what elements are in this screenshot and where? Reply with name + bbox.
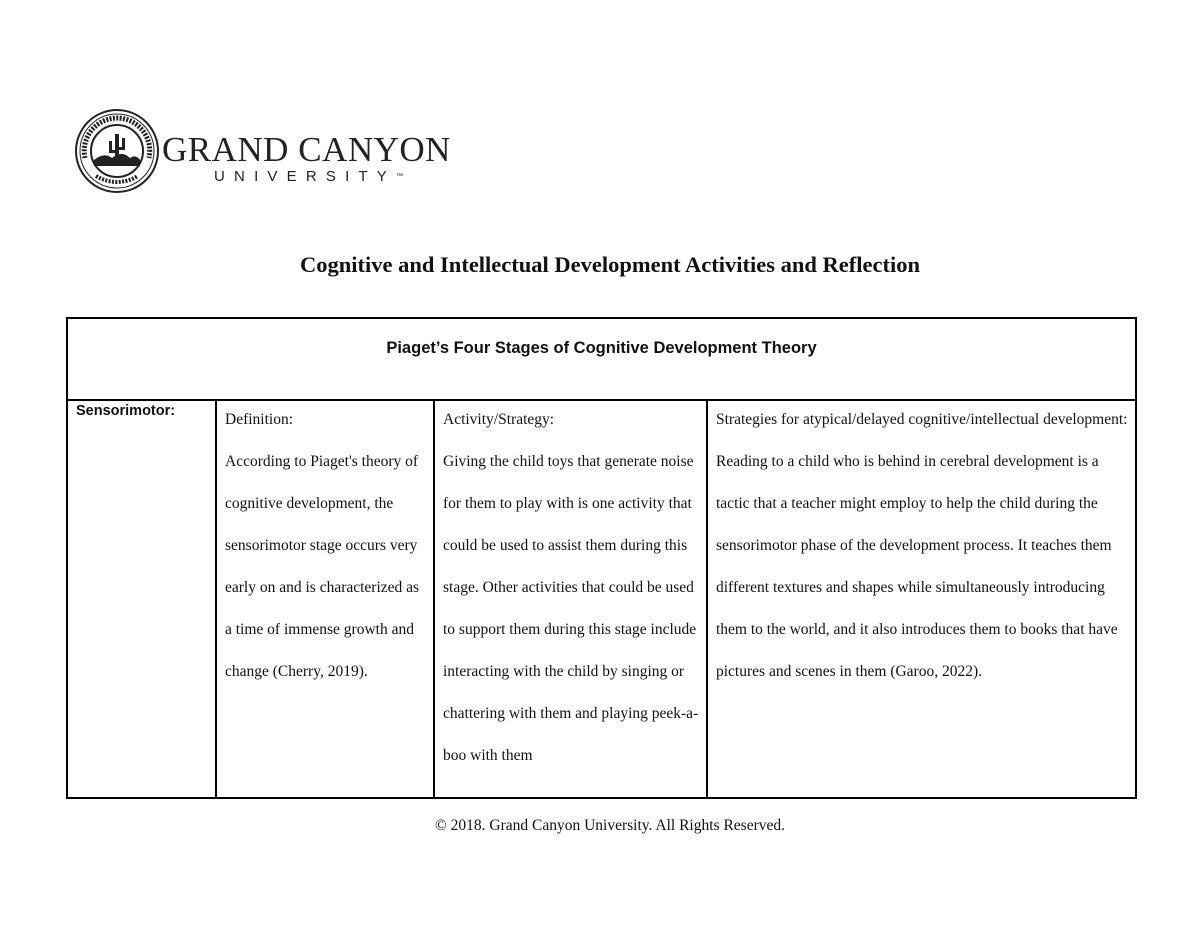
stages-table — [66, 317, 1137, 799]
copyright-footer: © 2018. Grand Canyon University. All Rights Reserved. — [434, 817, 785, 834]
activity-cell — [435, 399, 706, 797]
atypical-text: Reading to a child who is behind in cerebral development is a tactic that a teacher might employ to help the child during the sensorimotor phase of the development process. It teaches them different textures and shapes while simultaneously introducing them to the world, and it also introduces them to books that have pictures and scenes in them (Garoo, 2022). — [716, 453, 1118, 680]
wordmark-university: UNIVERSITY — [214, 168, 397, 185]
stage-label: Sensorimotor: — [76, 403, 176, 419]
definition-text: According to Piaget's theory of cognitive development, the sensorimotor stage occurs very early on and is characterized as a time of immense growth and change (Cherry, 2019). — [225, 453, 420, 680]
university-seal-icon — [74, 108, 160, 194]
trademark-mark: ™ — [396, 173, 404, 180]
university-logo — [74, 108, 451, 196]
atypical-heading: Strategies for atypical/delayed cognitive/intellectual development: — [716, 411, 1128, 428]
definition-heading: Definition: — [225, 411, 294, 428]
university-wordmark — [162, 132, 451, 186]
activity-heading: Activity/Strategy: — [443, 411, 555, 428]
document-title: Cognitive and Intellectual Development Activities and Reflection — [300, 252, 920, 277]
activity-text: Giving the child toys that generate noise for them to play with is one activity that could be used to assist them during this stage. Other activities that could be used to support them during this stage include interacting with the child by singing or chattering with them and playing peek-a-boo with them — [443, 453, 699, 764]
wordmark-line2 — [214, 168, 451, 186]
table-title: Piaget’s Four Stages of Cognitive Development Theory — [386, 339, 817, 357]
wordmark-line1: GRAND CANYON — [162, 130, 451, 169]
atypical-cell — [708, 399, 1135, 797]
stage-cell — [68, 399, 215, 797]
definition-cell — [217, 399, 433, 797]
